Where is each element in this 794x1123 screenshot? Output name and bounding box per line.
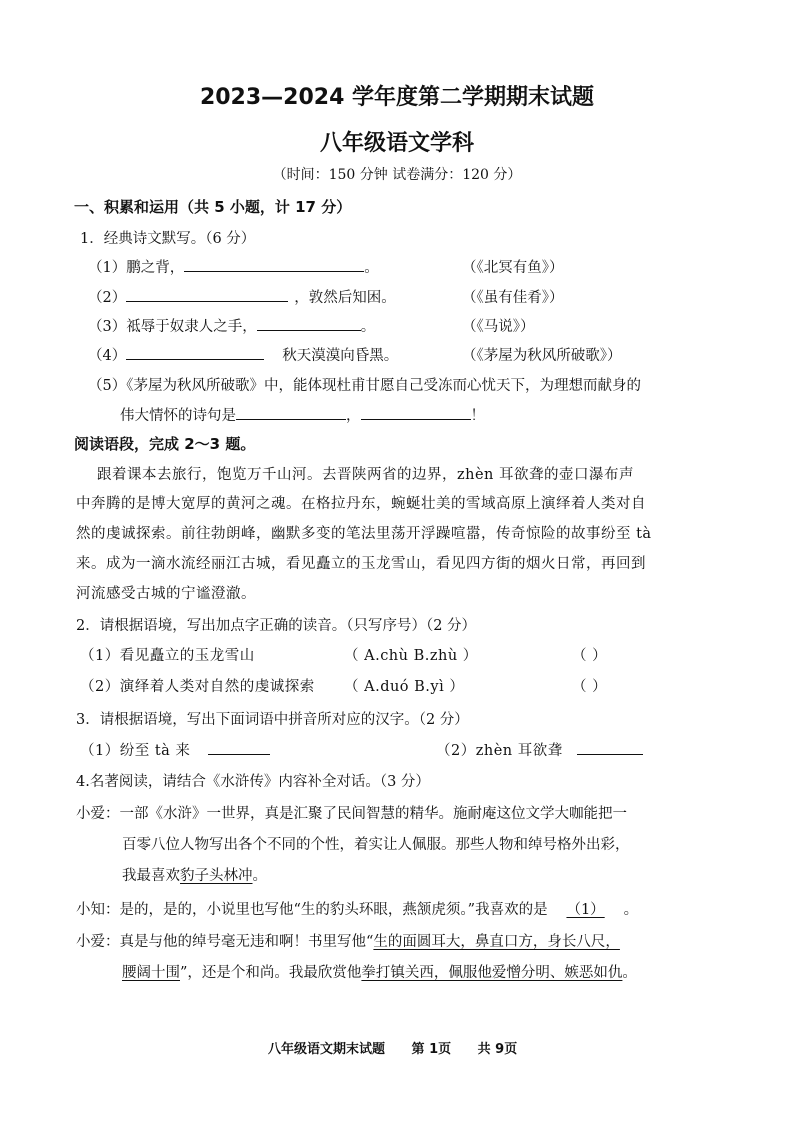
q1-stem: 1．经典诗文默写。（6 分） — [80, 231, 256, 247]
q3-stem: 3．请根据语境，写出下面词语中拼音所对应的汉字。（2 分） — [76, 712, 469, 728]
answer-blank[interactable] — [126, 287, 288, 302]
q4-underlined: 豹子头林冲 — [180, 868, 253, 884]
q1-item5-end: ！ — [470, 408, 485, 424]
reading-line: 中奔腾的是博大宽厚的黄河之魂。在格拉丹东，蜿蜒壮美的雪域高原上演绎着人类对自 — [76, 496, 646, 512]
exam-meta: （时间：150 分钟 试卷满分：120 分） — [272, 167, 522, 183]
q1-item-label: （4） — [88, 348, 127, 364]
answer-blank[interactable] — [236, 405, 346, 420]
q4-line — [76, 930, 620, 951]
answer-blank[interactable] — [184, 257, 364, 272]
q1-item-after: 秋天漠漠向昏黑。 — [282, 348, 399, 364]
reading-line: 来。成为一滴水流经丽江古城，看见矗立的玉龙雪山，看见四方街的烟火日常，再回到 — [76, 556, 646, 572]
answer-blank[interactable] — [361, 405, 471, 420]
q3-item — [80, 739, 270, 760]
q1-item5-prompt: 伟大情怀的诗句是 — [120, 408, 236, 424]
answer-blank[interactable]: （1） — [566, 902, 605, 918]
q3-item — [436, 739, 643, 760]
q1-item5-line1: （5）《茅屋为秋风所破歌》中，能体现杜甫甘愿自己受冻而心忧天下，为理想而献身的 — [88, 378, 641, 394]
reading-line: 然的虔诚探索。前往勃朗峰，幽默多变的笔法里荡开浮躁喧嚣，传奇惊险的故事纷至 tà — [76, 526, 652, 542]
q1-item — [88, 344, 398, 365]
q1-item — [88, 286, 396, 307]
answer-blank[interactable] — [577, 740, 643, 755]
footer-title: 八年级语文期末试题 — [268, 1042, 386, 1057]
answer-blank[interactable] — [126, 345, 264, 360]
q4-underlined: 拳打镇关西，佩服他爱憎分明、嫉恶如仇 — [361, 965, 623, 981]
exam-title: 2023—2024 学年度第二学期期末试题 — [199, 85, 595, 110]
q4-line — [76, 898, 638, 919]
footer-page-total: 共 9页 — [477, 1042, 518, 1057]
q4-line — [122, 864, 267, 885]
q2-answer-box[interactable]: （ ） — [572, 648, 608, 664]
q4-text: 。 — [623, 902, 639, 918]
q1-item-after: ，敦然后知困。 — [294, 290, 396, 306]
reading-line: 跟着课本去旅行，饱览万千山河。去晋陕两省的边界，zhèn 耳欲聋的壶口瀑布声 — [97, 467, 635, 483]
q2-item-options: （ A.duó B.yì ） — [344, 679, 465, 695]
q1-item-source: （《茅屋为秋风所破歌》） — [462, 348, 622, 364]
page-footer — [268, 1038, 517, 1057]
q1-item-after: 。 — [360, 319, 376, 335]
q2-answer-box[interactable]: （ ） — [572, 679, 608, 695]
answer-blank[interactable] — [208, 740, 270, 755]
q4-line — [122, 961, 637, 982]
q4-text: 。 — [252, 868, 267, 884]
q1-item-label: （1）鹏之背， — [88, 260, 185, 276]
q1-item-source: （《马说》） — [462, 319, 535, 335]
q2-stem: 2．请根据语境，写出加点字正确的读音。（只写序号）（2 分） — [76, 618, 477, 634]
q1-item-source: （《北冥有鱼》） — [462, 260, 564, 276]
q2-item-text: （2）演绎着人类对自然的虔诚探索 — [80, 679, 315, 695]
q1-item-label: （2） — [88, 290, 127, 306]
q2-item-options: （ A.chù B.zhù ） — [344, 648, 478, 664]
q1-item5-line2 — [120, 404, 485, 425]
q1-item-after: 。 — [364, 260, 379, 276]
q4-text: ”，还是个和尚。我最欣赏他 — [180, 965, 362, 981]
answer-blank[interactable] — [257, 316, 361, 331]
q4-line: 小爱：一部《水浒》一世界，真是汇聚了民间智慧的精华。施耐庵这位文学大咖能把一 — [76, 806, 627, 822]
q2-item-text: （1）看见矗立的玉龙雪山 — [80, 648, 255, 664]
q3-item-label: （2）zhèn 耳欲聋 — [436, 743, 563, 759]
section-heading: 一、积累和运用（共 5 小题，计 17 分） — [74, 198, 352, 216]
q4-underlined: 生的面圆耳大，鼻直口方，身长八尺， — [373, 934, 620, 950]
q1-item — [88, 256, 379, 277]
q1-item-label: （3）祗辱于奴隶人之手， — [88, 319, 257, 335]
q4-line: 百零八位人物写出各个不同的个性，着实让人佩服。那些人物和绰号格外出彩， — [122, 837, 630, 853]
q4-text: 小爱：真是与他的绰号毫无违和啊！书里写他“ — [76, 934, 374, 950]
q3-item-label: （1）纷至 tà 来 — [80, 743, 191, 759]
q1-item5-comma: ， — [346, 408, 361, 424]
q1-item-source: （《虽有佳肴》） — [462, 290, 564, 306]
reading-line: 河流感受古城的宁谧澄澈。 — [76, 586, 256, 602]
q1-item — [88, 315, 375, 336]
q4-stem: 4.名著阅读，请结合《水浒传》内容补全对话。（3 分） — [76, 774, 430, 790]
reading-heading: 阅读语段，完成 2～3 题。 — [74, 435, 256, 453]
q4-text: 。 — [622, 965, 637, 981]
subject-title: 八年级语文学科 — [319, 131, 474, 156]
q4-underlined: 腰阔十围 — [122, 965, 180, 981]
footer-page-number: 第 1页 — [411, 1042, 452, 1057]
q4-text: 小知：是的，是的，小说里也写他“生的豹头环眼，燕颔虎须。”我喜欢的是 — [76, 902, 548, 918]
q4-text: 我最喜欢 — [122, 868, 180, 884]
